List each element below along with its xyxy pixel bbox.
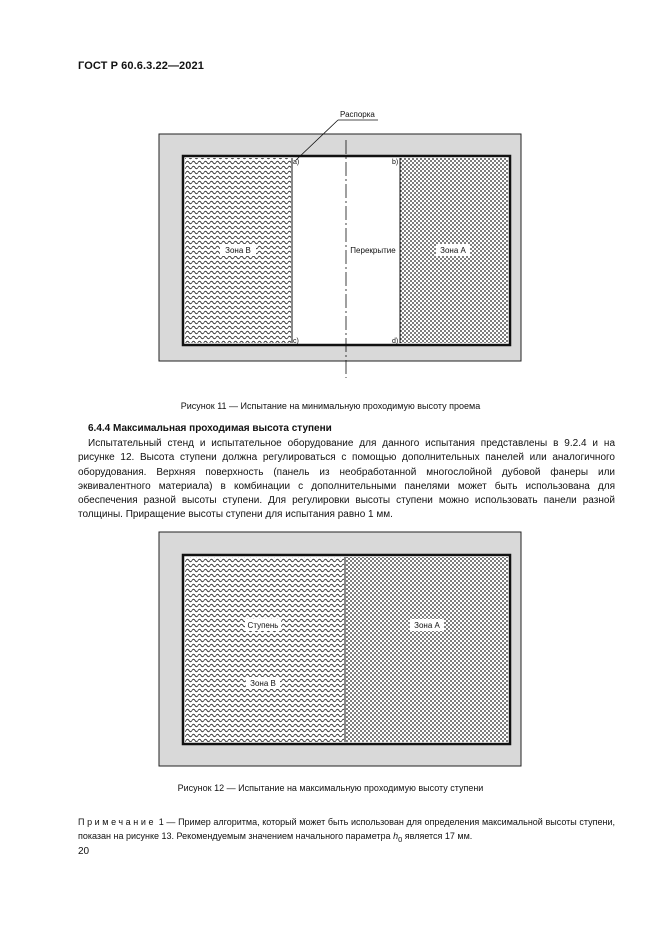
svg-text:d): d) [392,338,399,345]
document-header: ГОСТ Р 60.6.3.22—2021 [78,60,204,72]
zone-a-area [346,557,508,742]
zone-b-label: Зона B [225,246,251,255]
step-label: Ступень [247,621,279,630]
note-lead: Примечание [78,817,157,827]
note-text: 1 — Пример алгоритма, который может быть использован для определения максимальной высоты ступени, показан на рисунке 13. Рекомендуемым значением начального параметра [78,817,615,841]
svg-text:b): b) [392,159,399,166]
paragraph-text: Испытательный стенд и испытательное оборудование для данного испытания представлены в 9.2.4 и на рисунке 12. Высота ступени должна регулироваться с помощью дополнительных панелей или аналогичного оборудования. Верхняя поверхность (панель из необработанной многослойной дубовой фанеры или эквивалентного материала) в комбинации с дополнительными панелями может быть использована для обеспечения разной высоты ступени. Для регулировки высоты ступени можно использовать панели разной толщины. Приращение высоты ступени для испытания равно 1 мм. [78,438,615,521]
figure-12 [150,528,530,773]
note-symbol: h [393,831,399,841]
zone-b-label: Зона B [250,679,276,688]
spacer-callout: Распорка [340,110,375,119]
note-subscript: 0 [398,834,403,844]
overlap-label: Перекрытие [350,246,396,255]
svg-text:a): a) [293,159,300,166]
note [78,815,615,847]
svg-text:c): c) [293,338,299,345]
section-title: 6.4.4 Максимальная проходимая высота ступени [88,423,332,434]
zone-a-label: Зона A [440,246,466,255]
page-number: 20 [78,846,90,857]
section-paragraph [78,437,615,523]
zone-a-label: Зона A [414,621,440,630]
figure-11-caption: Рисунок 11 — Испытание на минимальную проходимую высоту проема [180,401,481,411]
zone-b-area [185,557,344,742]
figure-11 [150,100,530,380]
figure-12-caption: Рисунок 12 — Испытание на максимальную проходимую высоту ступени [177,783,484,793]
note-tail: является 17 мм. [402,831,473,841]
